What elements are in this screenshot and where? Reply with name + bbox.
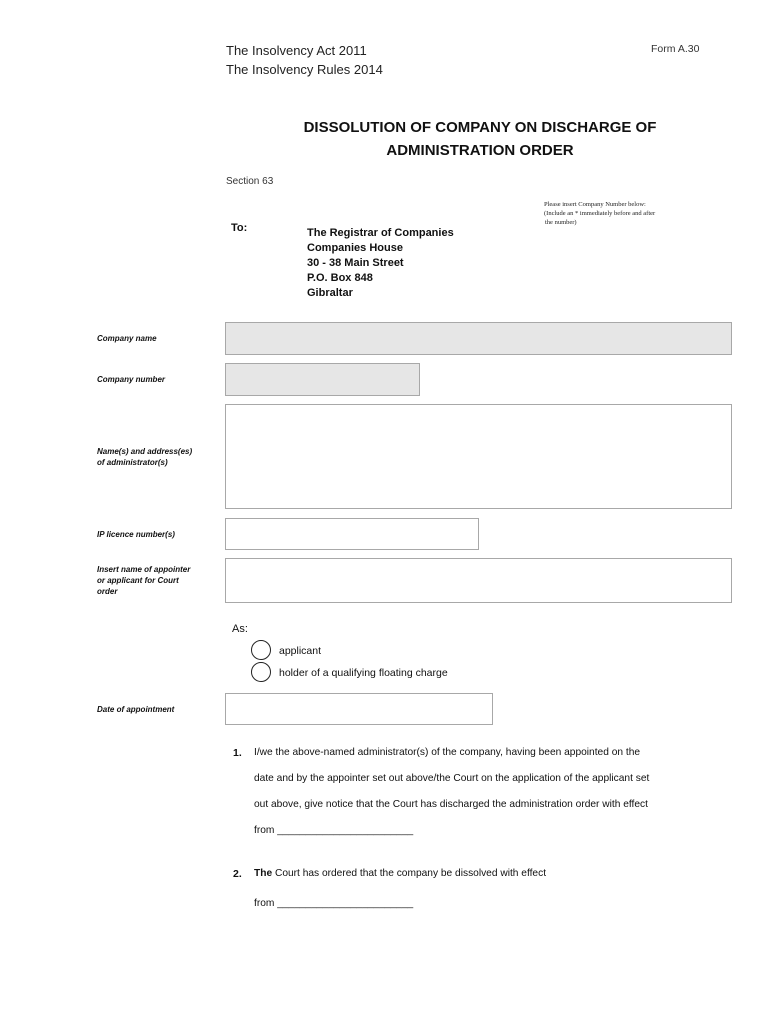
date-of-appointment-label: Date of appointment (97, 705, 175, 714)
registrar-address (307, 226, 454, 301)
item-2-line-2: from ________________________ (254, 898, 414, 909)
note-line-3: the number) (545, 219, 577, 226)
page-title (270, 116, 690, 162)
note-line-2: (Include an * immediately before and after (544, 210, 656, 217)
item-2-text (254, 861, 734, 917)
act-title: The Insolvency Act 2011 (226, 43, 367, 58)
administrators-field[interactable] (225, 404, 732, 509)
ip-licence-field[interactable] (225, 518, 479, 550)
administrators-label-line-2: of administrator(s) (97, 458, 168, 467)
administrators-label-line-1: Name(s) and address(es) (97, 447, 193, 456)
appointer-label (97, 564, 190, 597)
item-1-line-2: date and by the appointer set out above/the Court on the application of the applicant set (254, 773, 650, 784)
item-2-line-1: Court has ordered that the company be dissolved with effect (272, 868, 547, 879)
company-number-field[interactable] (225, 363, 420, 396)
as-label: As: (232, 623, 248, 635)
note-line-1: Please insert Company Number below: (544, 201, 646, 208)
item-1-text (254, 740, 734, 844)
section-label: Section 63 (226, 176, 274, 187)
ip-licence-label: IP licence number(s) (97, 530, 175, 539)
appointer-label-line-3: order (97, 587, 118, 596)
address-line: P.O. Box 848 (307, 272, 373, 284)
item-2-number: 2. (233, 868, 242, 880)
address-line: 30 - 38 Main Street (307, 257, 404, 269)
applicant-option-label: applicant (279, 645, 322, 657)
company-number-note (544, 200, 744, 227)
item-1-number: 1. (233, 747, 242, 759)
date-of-appointment-field[interactable] (225, 693, 493, 725)
company-number-label: Company number (97, 375, 166, 384)
item-1-line-4: from ________________________ (254, 825, 414, 836)
form-number: Form A.30 (651, 43, 700, 55)
address-line: The Registrar of Companies (307, 227, 454, 239)
title-line-2: ADMINISTRATION ORDER (386, 142, 574, 159)
rules-title: The Insolvency Rules 2014 (226, 62, 383, 77)
company-name-field[interactable] (225, 322, 732, 355)
applicant-radio[interactable] (251, 640, 271, 660)
title-line-1: DISSOLUTION OF COMPANY ON DISCHARGE OF (303, 119, 657, 136)
appointer-label-line-2: or applicant for Court (97, 576, 179, 585)
company-name-label: Company name (97, 334, 157, 343)
item-1-line-1: I/we the above-named administrator(s) of the company, having been appointed on the (254, 747, 641, 758)
appointer-label-line-1: Insert name of appointer (97, 565, 191, 574)
to-label: To: (231, 222, 248, 234)
administrators-label (97, 446, 192, 468)
item-2-bold-word: The (254, 868, 273, 879)
item-1-line-3: out above, give notice that the Court has discharged the administration order with effect (254, 799, 648, 810)
address-line: Companies House (307, 242, 403, 254)
address-line: Gibraltar (307, 287, 353, 299)
appointer-field[interactable] (225, 558, 732, 603)
floating-charge-radio[interactable] (251, 662, 271, 682)
floating-charge-option-label: holder of a qualifying floating charge (279, 667, 448, 679)
